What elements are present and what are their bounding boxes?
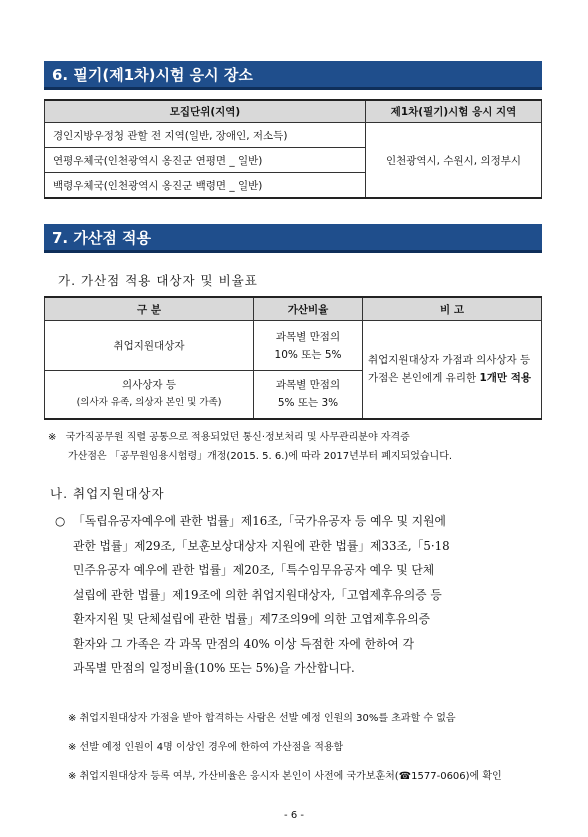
header-bonus-rate: 가산비율 [254,297,363,321]
section-7-title: 7. 가산점 적용 [44,224,542,253]
bullet-circle: ○ [55,514,66,528]
subsection-b-title: 나. 취업지원대상자 [50,486,165,501]
bullet-note: ※ 취업지원대상자 등록 여부, 가산비율은 응시자 본인이 사전에 국가보훈처(☎1577-0606)에 확인 [68,771,502,782]
certificate-note [48,428,548,466]
employment-support-paragraph [55,509,545,681]
category-label: 의사상자 등 [121,379,177,392]
rate-line: 10% 또는 5% [274,348,342,361]
bullet-note: ※ 선발 예정 인원이 4명 이상인 경우에 한하여 가산점을 적용함 [68,742,344,753]
para-line: 환자와 그 가족은 각 과목 만점의 40% 이상 득점한 자에 한하여 각 [73,636,414,651]
remark-text: 가점은 본인에게 유리한 [368,372,480,385]
para-line: 과목별 만점의 일정비율(10% 또는 5%)을 가산합니다. [73,661,355,675]
para-line: 관한 법률」제29조,「보훈보상대상자 지원에 관한 법률」제33조,「5·18 [73,538,450,553]
section-6-title: 6. 필기(제1차)시험 응시 장소 [44,61,542,90]
remark-emphasis: 1개만 적용 [479,372,531,385]
header-remarks: 비 고 [363,297,542,321]
note-line: 국가직공무원 직렬 공통으로 적용되었던 통신·정보처리 및 사무관리분야 자격증 [65,432,410,443]
rate-line: 과목별 만점의 [275,330,341,343]
bonus-rate-table [44,296,542,420]
recruit-unit-row: 백령우체국(인천광역시 옹진군 백령면 _ 일반) [45,173,366,199]
remarks-cell [363,321,542,419]
subsection-a-title: 가. 가산점 적용 대상자 및 비율표 [58,273,258,288]
remark-line [368,369,537,387]
header-exam-region: 제1차(필기)시험 응시 지역 [366,100,542,123]
rate-line: 과목별 만점의 [275,379,341,392]
page-number: - 6 - [284,810,304,821]
rate-righteous-casualty [254,371,363,419]
category-sub-label: (의사자 유족, 의상자 본인 및 가족) [76,397,222,409]
category-righteous-casualty [45,371,254,419]
para-text: 「독립유공자예우에 관한 법률」제16조,「국가유공자 등 예우 및 지원에 [73,514,446,528]
note-mark: ※ [48,432,57,443]
para-line [55,509,545,534]
category-employment-support: 취업지원대상자 [45,321,254,371]
header-recruit-unit: 모집단위(지역) [45,100,366,123]
exam-location-table [44,99,542,199]
note-line: 가산점은 「공무원임용시험령」개정(2015. 5. 6.)에 따라 2017년부터 폐지되었습니다. [68,451,453,462]
bullet-note: ※ 취업지원대상자 가점을 받아 합격하는 사람은 선발 예정 인원의 30%를 초과할 수 없음 [68,713,456,724]
exam-region-cell: 인천광역시, 수원시, 의정부시 [366,123,542,199]
para-line: 환자지원 및 단체설립에 관한 법률」제7조의9에 의한 고엽제후유의증 [73,612,430,626]
rate-line: 5% 또는 3% [277,397,339,410]
recruit-unit-row: 연평우체국(인천광역시 옹진군 연평면 _ 일반) [45,148,366,173]
remark-line: 취업지원대상자 가점과 의사상자 등 [368,354,531,367]
rate-employment-support [254,321,363,371]
header-category: 구 분 [45,297,254,321]
recruit-unit-row: 경인지방우정청 관할 전 지역(일반, 장애인, 저소득) [45,123,366,148]
para-line: 설립에 관한 법률」제19조에 의한 취업지원대상자,「고엽제후유의증 등 [73,587,442,602]
para-line: 민주유공자 예우에 관한 법률」제20조,「특수임무유공자 예우 및 단체 [73,563,435,577]
